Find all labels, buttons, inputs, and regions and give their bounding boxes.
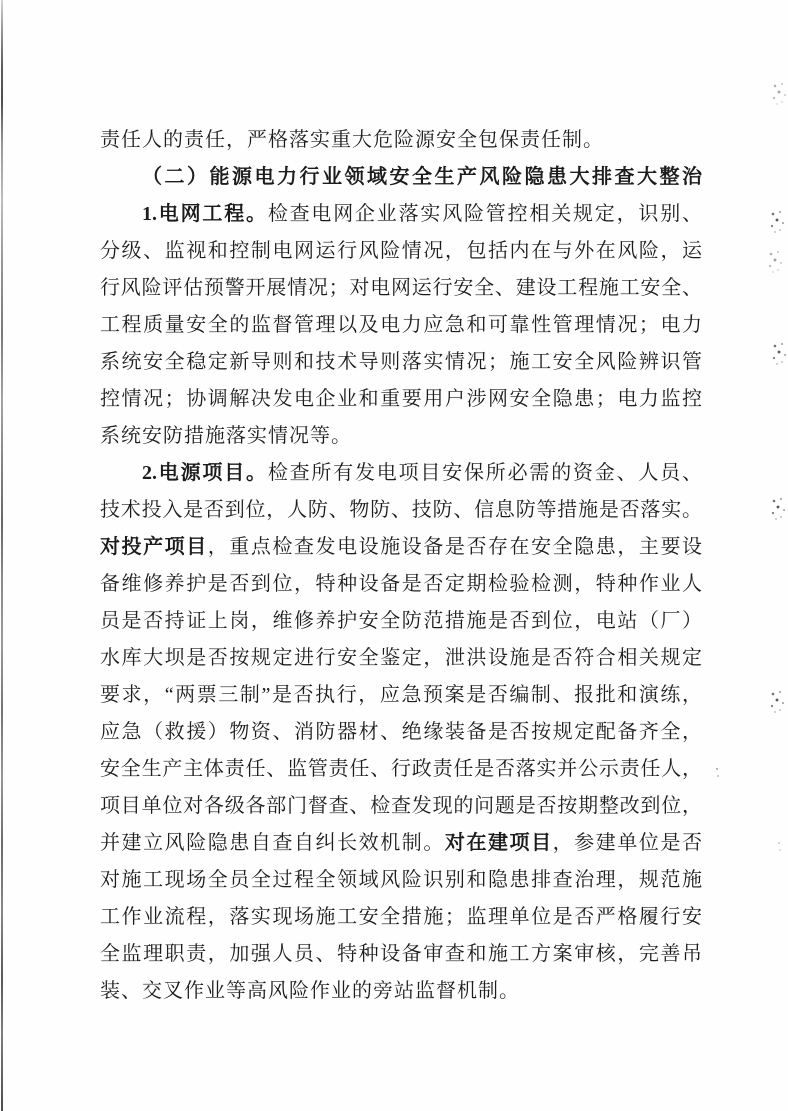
scan-speck-artifact [769, 495, 788, 523]
text-line [100, 751, 702, 788]
text-segment: 全监理职责，加强人员、特种设备审查和施工方案审核，完善吊 [100, 943, 702, 965]
text-line [100, 455, 702, 492]
scan-speck-artifact [714, 766, 722, 780]
document-body [100, 122, 702, 1010]
bold-text-segment: 2.电源项目。 [142, 462, 268, 484]
text-line [100, 862, 702, 899]
heading-line [100, 159, 702, 196]
text-segment: 安全生产主体责任、监管责任、行政责任是否落实并公示责任人， [100, 758, 702, 780]
text-segment: 员是否持证上岗，维修养护安全防范措施是否到位，电站（厂） [100, 610, 702, 632]
text-line [100, 492, 702, 529]
text-segment: 工程质量安全的监督管理以及电力应急和可靠性管理情况；电力 [100, 314, 702, 336]
text-line [100, 936, 702, 973]
text-segment: 责任人的责任，严格落实重大危险源安全包保责任制。 [100, 129, 604, 151]
text-segment: 检查所有发电项目安保所必需的资金、人员、 [267, 462, 703, 484]
scan-edge-artifact [1, 0, 3, 1111]
text-segment: 分级、监视和控制电网运行风险情况，包括内在与外在风险，运 [100, 240, 702, 262]
text-line [100, 418, 702, 455]
text-segment: 行风险评估预警开展情况；对电网运行安全、建设工程施工安全、 [100, 277, 702, 299]
text-segment: 系统安全稳定新导则和技术导则落实情况；施工安全风险辨识管 [100, 351, 702, 373]
text-line [100, 714, 702, 751]
text-line [100, 566, 702, 603]
text-line [100, 270, 702, 307]
text-line [100, 788, 702, 825]
text-segment: ，重点检查发电设施设备是否存在安全隐患，主要设 [207, 536, 703, 558]
text-segment: 对施工现场全员全过程全领域风险识别和隐患排查治理，规范施 [100, 869, 702, 891]
text-line [100, 825, 702, 862]
text-segment: 技术投入是否到位，人防、物防、技防、信息防等措施是否落实。 [100, 499, 702, 521]
bold-text-segment: （二）能源电力行业领域安全生产风险隐患大排查大整治 [142, 166, 702, 188]
text-line [100, 233, 702, 270]
bold-text-segment: 1.电网工程。 [142, 203, 268, 225]
text-line [100, 899, 702, 936]
text-segment: 并建立风险隐患自查自纠长效机制。 [100, 832, 445, 854]
text-line [100, 344, 702, 381]
text-segment: ，参建单位是否 [552, 832, 703, 854]
scan-speck-artifact [768, 208, 788, 236]
scan-speck-artifact [776, 840, 784, 854]
bold-text-segment: 对投产项目 [100, 536, 208, 558]
text-line [100, 529, 702, 566]
text-line [100, 381, 702, 418]
text-segment: 检查电网企业落实风险管控相关规定，识别、 [267, 203, 703, 225]
text-segment: 要求，“两票三制”是否执行，应急预案是否编制、报批和演练， [100, 684, 702, 706]
scan-speck-artifact [770, 340, 788, 368]
scan-speck-artifact [770, 80, 788, 108]
text-segment: 系统安防措施落实情况等。 [100, 425, 352, 447]
text-segment: 控情况；协调解决发电企业和重要用户涉网安全隐患；电力监控 [100, 388, 702, 410]
text-line [100, 196, 702, 233]
text-line [100, 973, 702, 1010]
bold-text-segment: 对在建项目 [444, 832, 553, 854]
text-segment: 装、交叉作业等高风险作业的旁站监督机制。 [100, 980, 520, 1002]
text-line [100, 603, 702, 640]
scan-speck-artifact [766, 248, 786, 276]
scan-speck-artifact [768, 688, 788, 716]
text-segment: 水库大坝是否按规定进行安全鉴定，泄洪设施是否符合相关规定 [100, 647, 702, 669]
text-segment: 项目单位对各级各部门督查、检查发现的问题是否按期整改到位， [100, 795, 702, 817]
text-line [100, 640, 702, 677]
text-segment: 应急（救援）物资、消防器材、绝缘装备是否按规定配备齐全， [100, 721, 702, 743]
text-line [100, 677, 702, 714]
text-line [100, 307, 702, 344]
text-segment: 工作业流程，落实现场施工安全措施；监理单位是否严格履行安 [100, 906, 702, 928]
text-line [100, 122, 702, 159]
text-segment: 备维修养护是否到位，特种设备是否定期检验检测，特种作业人 [100, 573, 702, 595]
